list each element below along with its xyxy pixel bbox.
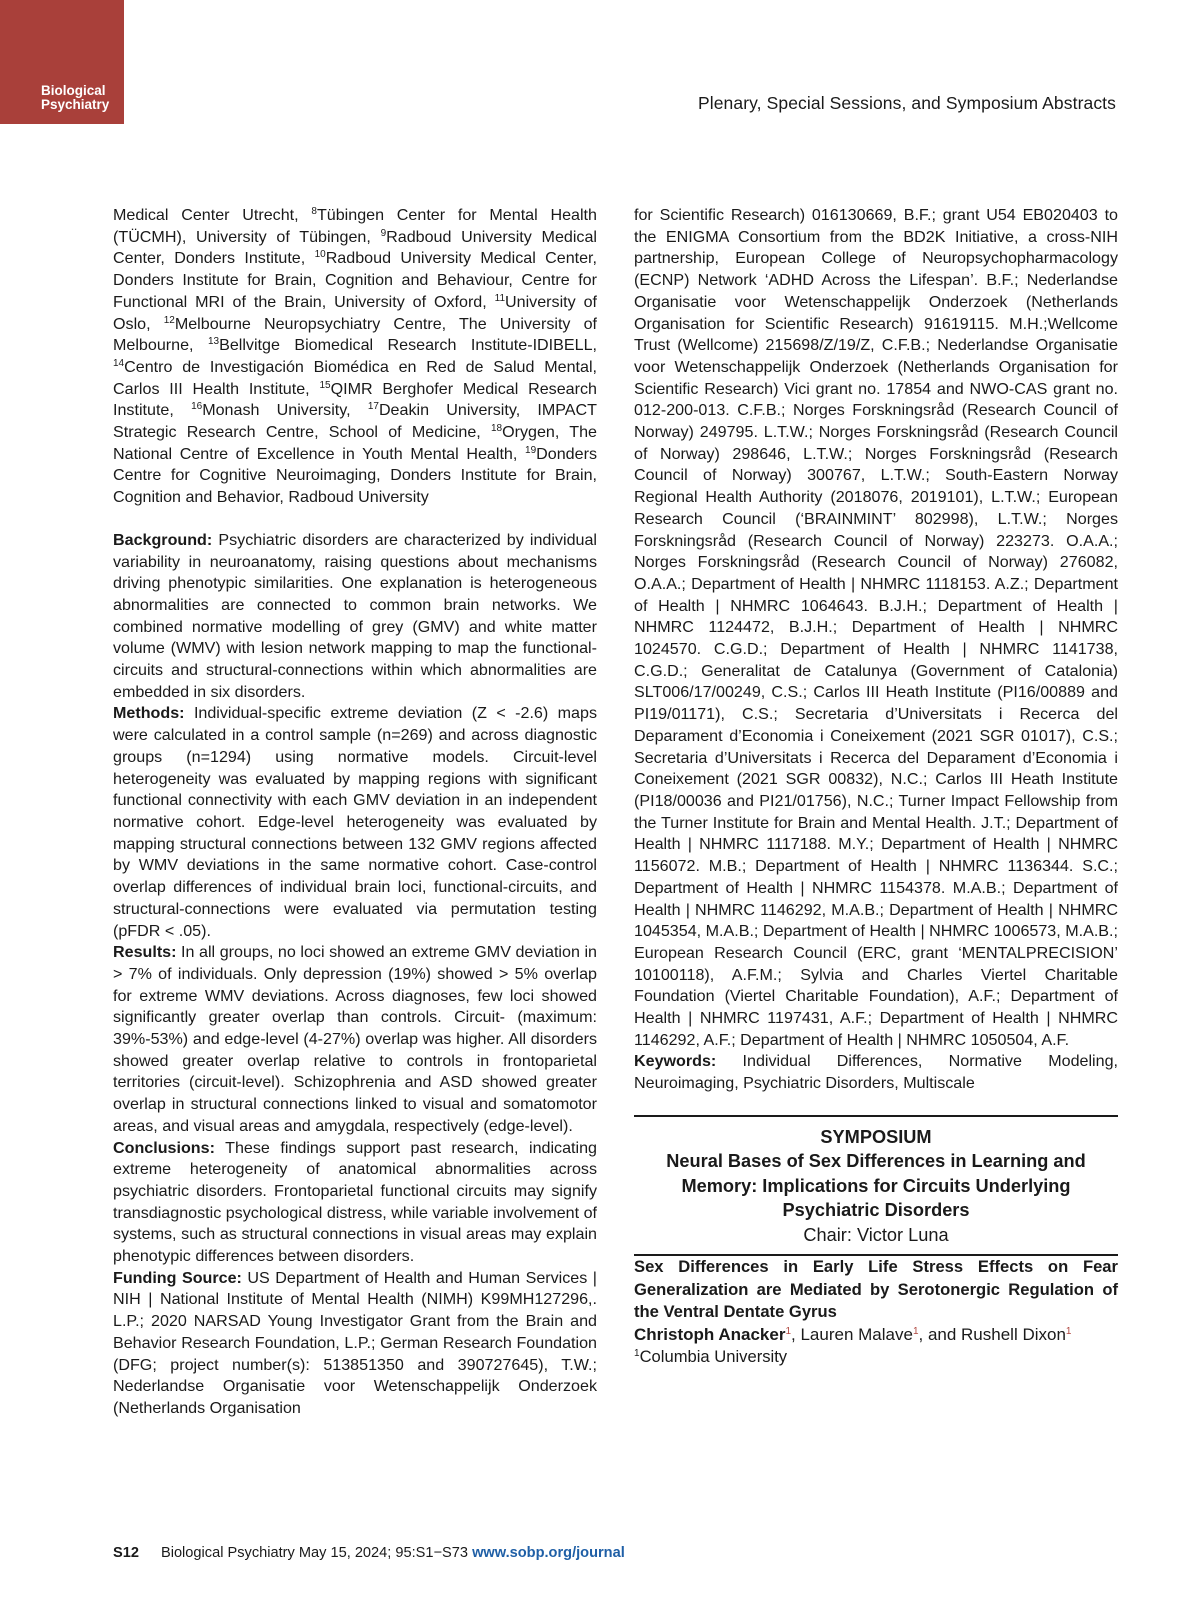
abstract-title: Sex Differences in Early Life Stress Effects on Fear Generalization are Mediated by Serotonergic Regulation of the Ventral Dentate Gyrus: [634, 1257, 1118, 1322]
author-affiliation: $^1$Columbia University: [634, 1346, 788, 1366]
keywords-section: Keywords: Individual Differences, Normative Modeling, Neuroimaging, Psychiatric Disorders, Multiscale: [634, 1052, 1118, 1093]
results-section: Results: In all groups, no loci showed an extreme GMV deviation in > 7% of individuals. Only depression (19%) showed > 5% overlap for extreme WMV deviations. Across diagnoses, few loci showed significantly greater overlap than controls. Circuit- (maximum: 39%-53%) and edge-level (4-27%) overlap was higher. All disorders showed greater overlap relative to controls in frontoparietal territories (circuit-level). Schizophrenia and ASD showed greater overlap in structural connections linked to visual and somatomotor areas, and visual areas and amygdala, respectively (edge-level).: [113, 943, 597, 1135]
results-label: Results:: [113, 943, 177, 962]
methods-section: Methods: Individual-specific extreme deviation (Z < -2.6) maps were calculated in a control sample (n=269) and across diagnostic groups (n=1294) using normative models. Circuit-level heterogeneity was evaluated by mapping regions with significant functional connectivity with each GMV deviation in an independent normative cohort. Edge-level heterogeneity was evaluated by mapping structural connections between 132 GMV regions affected by WMV deviations in the same normative cohort. Case-control overlap differences of individual brain loci, functional-circuits, and structural-connections were evaluated via permutation testing (pFDR < .05).: [113, 704, 597, 940]
symposium-header: [634, 1115, 1118, 1257]
keywords-label: Keywords:: [634, 1052, 717, 1071]
right-column: [634, 205, 1118, 1368]
symposium-chair: Chair: Victor Luna: [803, 1224, 949, 1245]
author-list: Christoph Anacker$^1$, Lauren Malave$^1$, and Rushell Dixon$^1$: [634, 1324, 1072, 1344]
left-column: [113, 205, 597, 1420]
page-footer: [113, 1545, 625, 1561]
symposium-title: Neural Bases of Sex Differences in Learning and Memory: Implications for Circuits Underlying Psychiatric Disorders: [666, 1151, 1086, 1221]
affiliations: Medical Center Utrecht, $^8$Tübingen Center for Mental Health (TÜCMH), University of Tübingen, $^9$Radboud University Medical Center, Donders Institute, $^{10}$Radboud University Medical Center, Donders Institute for Brain, Cognition and Behaviour, Centre for Functional MRI of the Brain, University of Oxford, $^{11}$University of Oslo, $^{12}$Melbourne Neuropsychiatry Centre, The University of Melbourne, $^{13}$Bellvitge Biomedical Research Institute-IDIBELL, $^{14}$Centro de Investigación Biomédica en Red de Salud Mental, Carlos III Health Institute, $^{15}$QIMR Berghofer Medical Research Institute, $^{16}$Monash University, $^{17}$Deakin University, IMPACT Strategic Research Centre, School of Medicine, $^{18}$Orygen, The National Centre of Excellence in Youth Mental Health, $^{19}$Donders Centre for Cognitive Neuroimaging, Donders Institute for Brain, Cognition and Behavior, Radboud University: [113, 206, 598, 507]
background-label: Background:: [113, 530, 213, 549]
funding-section: Funding Source: US Department of Health and Human Services | NIH | National Institute of Mental Health (NIMH) K99MH127296,. L.P.; 2020 NARSAD Young Investigator Grant from the Brain and Behavior Research Foundation, L.P.; German Research Foundation (DFG; project number(s): 513851350 and 390727645), T.W.; Nederlandse Organisatie voor Wetenschappelijk Onderzoek (Netherlands Organisation: [113, 1268, 597, 1417]
methods-label: Methods:: [113, 704, 185, 723]
conclusions-section: Conclusions: These findings support past research, indicating extreme heterogeneity of anatomical abnormalities across psychiatric disorders. Frontoparietal functional circuits may signify transdiagnostic psychological distress, while variable involvement of systems, such as structural connections in visual areas may explain phenotypic differences between disorders.: [113, 1138, 597, 1266]
conclusions-label: Conclusions:: [113, 1138, 215, 1157]
journal-url-link[interactable]: www.sobp.org/journal: [472, 1545, 625, 1561]
page-number: S12: [113, 1545, 139, 1561]
running-head: Plenary, Special Sessions, and Symposium Abstracts: [697, 93, 1116, 113]
journal-logo-line2: Psychiatry: [41, 97, 110, 112]
funding-label: Funding Source:: [113, 1268, 242, 1287]
journal-citation: Biological Psychiatry May 15, 2024; 95:S1−S73: [160, 1545, 473, 1561]
background-section: Background: Psychiatric disorders are characterized by individual variability in neuroanatomy, raising questions about mechanisms driving phenotypic similarities. One explanation is heterogeneous abnormalities are connected to common brain networks. We combined normative modelling of grey (GMV) and white matter volume (WMV) with lesion network mapping to map the functional-circuits and structural-connections within which abnormalities are embedded in six disorders.: [113, 530, 597, 701]
journal-logo-tab: [0, 0, 124, 124]
symposium-label: SYMPOSIUM: [820, 1126, 932, 1147]
first-author: Christoph Anacker: [634, 1324, 786, 1344]
funding-continued: for Scientific Research) 016130669, B.F.; grant U54 EB020403 to the ENIGMA Consortium from the BD2K Initiative, a cross-NIH partnership, European College of Neuropsychopharmacology (ECNP) Network ‘ADHD Across the Lifespan’. B.F.; Nederlandse Organisatie voor Wetenschappelijk Onderzoek (Netherlands Organisation for Scientific Research) 91619115. M.H.;Wellcome Trust (Wellcome) 215698/Z/19/Z, C.F.B.; Nederlandse Organisatie voor Wetenschappelijk Onderzoek (Netherlands Organisation for Scientific Research) Vici grant no. 17854 and NWO-CAS grant no. 012-200-013. C.F.B.; Norges Forskningsråd (Research Council of Norway) 249795. L.T.W.; Norges Forskningsråd (Research Council of Norway) 298646, L.T.W.; Norges Forskningsråd (Research Council of Norway) 300767, L.T.W.; South-Eastern Norway Regional Health Authority (2018076, 2019101), L.T.W.; European Research Council (‘BRAINMINT’ 802998), L.T.W.; Norges Forskningsråd (Research Council of Norway) 223273. O.A.A.; Norges Forskningsråd (Research Council of Norway) 276082, O.A.A.; Department of Health | NHMRC 1118153. A.Z.; Department of Health | NHMRC 1064643. B.J.H.; Department of Health | NHMRC 1124472, B.J.H.; Department of Health | NHMRC 1024570. C.G.D.; Department of Health | NHMRC 1141738, C.G.D.; Generalitat de Catalunya (Government of Catalonia) SLT006/17/00249, C.S.; Carlos III Heath Institute (PI16/00889 and PI19/01171), C.S.; Secretaria d’Universitats i Recerca del Deparament d’Economia i Coneixement (2021 SGR 01017), C.S.; Secretaria d’Universitats i Recerca del Deparament d’Economia i Coneixement (2021 SGR 00832), N.C.; Carlos III Heath Institute (PI18/00036 and PI21/01756), N.C.; Turner Impact Fellowship from the Turner Institute for Brain and Mental Health. J.T.; Department of Health | NHMRC 1117188. M.Y.; Department of Health | NHMRC 1156072. M.B.; Department of Health | NHMRC 1136344. S.C.; Department of Health | NHMRC 1154378. M.A.B.; Department of Health | NHMRC 1146292, M.A.B.; Department of Health | NHMRC 1045354, M.A.B.; Department of Health | NHMRC 1006573, M.A.B.; European Research Council (ERC, grant ‘MENTALPRECISION’ 10100118), A.F.M.; Sylvia and Charles Viertel Charitable Foundation (Viertel Charitable Foundation), A.F.; Department of Health | NHMRC 1197431, A.F.; Department of Health | NHMRC 1146292, A.F.; Department of Health | NHMRC 1050504, A.F.: [634, 206, 1118, 1049]
journal-logo-line1: Biological: [41, 83, 106, 98]
